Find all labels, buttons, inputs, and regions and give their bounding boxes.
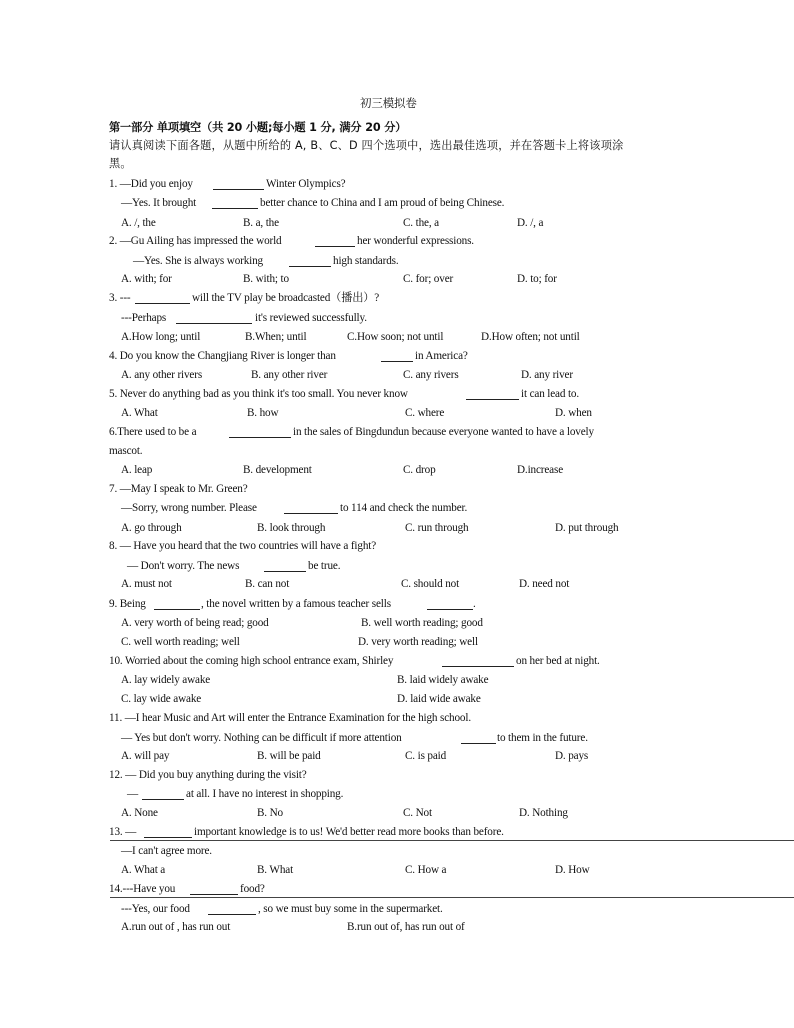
question-6-stem-b: in the sales of Bingdundun because everyone wanted to have a lovely <box>293 426 594 438</box>
option-c: C. well worth reading; well <box>121 636 240 648</box>
divider-line <box>110 840 794 841</box>
exam-title: 初三模拟卷 <box>360 96 417 110</box>
option-a: A. /, the <box>121 217 156 229</box>
question-14-reply-b: , so we must buy some in the supermarket. <box>258 903 443 915</box>
option-b: B. will be paid <box>257 750 321 762</box>
option-b: B. What <box>257 864 294 876</box>
question-1-stem-a: 1. —Did you enjoy <box>109 178 193 190</box>
option-c: C. run through <box>405 522 469 534</box>
option-c: C. the, a <box>403 217 439 229</box>
option-b: B. can not <box>245 578 290 590</box>
option-d: D. to; for <box>517 273 557 285</box>
option-c: C. where <box>405 407 445 419</box>
option-d: D. need not <box>519 578 570 590</box>
instructions-line-2: 黑。 <box>109 157 132 170</box>
answer-blank <box>229 437 291 438</box>
question-5-stem-a: 5. Never do anything bad as you think it's too small. You never know <box>109 388 408 400</box>
option-c: C. for; over <box>403 273 454 285</box>
answer-blank <box>284 513 338 514</box>
question-1-stem-b: Winter Olympics? <box>266 178 346 190</box>
question-3-stem-a: 3. --- <box>109 292 131 304</box>
question-3-reply-b: it's reviewed successfully. <box>255 312 367 324</box>
option-d: D.increase <box>517 464 564 476</box>
question-2-reply-a: —Yes. She is always working <box>133 255 263 267</box>
option-b: B.run out of, has run out of <box>347 921 465 933</box>
question-3-stem-b: will the TV play be broadcasted（播出）? <box>192 292 380 304</box>
answer-blank <box>190 894 238 895</box>
question-1-reply-a: —Yes. It brought <box>121 197 197 209</box>
option-b: B. laid widely awake <box>397 674 489 686</box>
question-13-stem-a: 13. — <box>109 826 137 838</box>
option-a: A. lay widely awake <box>121 674 211 686</box>
question-14-stem-a: 14.---Have you <box>109 883 176 895</box>
option-a: A. What a <box>121 864 166 876</box>
question-11-stem-a: 11. —I hear Music and Art will enter the Entrance Examination for the high school. <box>109 712 471 724</box>
option-a: A. must not <box>121 578 172 590</box>
answer-blank <box>427 609 473 610</box>
answer-blank <box>135 303 190 304</box>
option-b: B. how <box>247 407 279 419</box>
question-7-reply-b: to 114 and check the number. <box>340 502 468 514</box>
answer-blank <box>142 799 184 800</box>
option-c: C.How soon; not until <box>347 331 444 343</box>
option-b: B. a, the <box>243 217 279 229</box>
option-c: C. lay wide awake <box>121 693 202 705</box>
option-c: C. drop <box>403 464 436 476</box>
answer-blank <box>442 666 514 667</box>
option-d: D.How often; not until <box>481 331 580 343</box>
answer-blank <box>466 399 519 400</box>
answer-blank <box>315 246 355 247</box>
option-b: B. look through <box>257 522 326 534</box>
divider-line <box>110 897 794 898</box>
option-b: B. with; to <box>243 273 289 285</box>
question-5-stem-b: it can lead to. <box>521 388 580 400</box>
question-3-reply-a: ---Perhaps <box>121 312 167 324</box>
option-c: C. How a <box>405 864 447 876</box>
answer-blank <box>289 266 331 267</box>
answer-blank <box>144 837 192 838</box>
section-header: 第一部分 单项填空（共 20 小题;每小题 1 分, 满分 20 分） <box>109 121 407 134</box>
option-b: B. development <box>243 464 312 476</box>
question-4-stem-a: 4. Do you know the Changjiang River is longer than <box>109 350 336 362</box>
question-2-stem-a: 2. —Gu Ailing has impressed the world <box>109 235 282 247</box>
question-9-stem-c: . <box>473 598 476 610</box>
option-b: B. well worth reading; good <box>361 617 483 629</box>
option-a: A. any other rivers <box>121 369 203 381</box>
answer-blank <box>212 208 258 209</box>
option-a: A. leap <box>121 464 153 476</box>
option-d: D. pays <box>555 750 589 762</box>
question-14-reply-a: ---Yes, our food <box>121 903 190 915</box>
question-11-reply-b: to them in the future. <box>497 732 588 744</box>
option-a: A. go through <box>121 522 182 534</box>
option-c: C. is paid <box>405 750 447 762</box>
answer-blank <box>381 361 413 362</box>
answer-blank <box>176 323 252 324</box>
option-c: C. any rivers <box>403 369 459 381</box>
option-a: A. will pay <box>121 750 170 762</box>
question-6-stem-c: mascot. <box>109 445 143 457</box>
option-d: D. Nothing <box>519 807 568 819</box>
question-14-stem-b: food? <box>240 883 265 895</box>
question-2-stem-b: her wonderful expressions. <box>357 235 474 247</box>
question-12-reply-a: — <box>127 788 139 800</box>
answer-blank <box>154 609 200 610</box>
option-d: D. /, a <box>517 217 544 229</box>
option-a: A.How long; until <box>121 331 201 343</box>
answer-blank <box>213 189 264 190</box>
question-11-reply-a: — Yes but don't worry. Nothing can be difficult if more attention <box>121 732 402 744</box>
question-9-stem-a: 9. Being <box>109 598 146 610</box>
question-10-stem-a: 10. Worried about the coming high school entrance exam, Shirley <box>109 655 394 667</box>
question-13-stem-b: important knowledge is to us! We'd better read more books than before. <box>194 826 504 838</box>
question-7-stem-a: 7. —May I speak to Mr. Green? <box>109 483 248 495</box>
instructions-line-1: 请认真阅读下面各题，从题中所给的 A, B、C、D 四个选项中，选出最佳选项，并在答题卡上将该项涂 <box>109 139 624 152</box>
question-8-reply-b: be true. <box>308 560 341 572</box>
option-a: A. What <box>121 407 158 419</box>
question-4-stem-b: in America? <box>415 350 468 362</box>
option-b: B. No <box>257 807 283 819</box>
option-c: C. Not <box>403 807 432 819</box>
question-8-reply-a: — Don't worry. The news <box>127 560 240 572</box>
question-1-reply-b: better chance to China and I am proud of being Chinese. <box>260 197 505 209</box>
question-12-stem-a: 12. — Did you buy anything during the visit? <box>109 769 307 781</box>
option-d: D. very worth reading; well <box>358 636 478 648</box>
answer-blank <box>461 743 496 744</box>
option-b: B.When; until <box>245 331 307 343</box>
question-7-reply-a: —Sorry, wrong number. Please <box>121 502 257 514</box>
option-c: C. should not <box>401 578 460 590</box>
question-6-stem-a: 6.There used to be a <box>109 426 197 438</box>
option-a: A. None <box>121 807 158 819</box>
question-12-reply-b: at all. I have no interest in shopping. <box>186 788 344 800</box>
question-2-reply-b: high standards. <box>333 255 399 267</box>
option-d: D. laid wide awake <box>397 693 481 705</box>
answer-blank <box>264 571 306 572</box>
option-b: B. any other river <box>251 369 328 381</box>
answer-blank <box>208 914 256 915</box>
question-9-stem-b: , the novel written by a famous teacher sells <box>201 598 391 610</box>
question-10-stem-b: on her bed at night. <box>516 655 600 667</box>
option-d: D. How <box>555 864 590 876</box>
option-a: A. with; for <box>121 273 172 285</box>
option-a: A.run out of , has run out <box>121 921 231 933</box>
option-d: D. any river <box>521 369 573 381</box>
option-a: A. very worth of being read; good <box>121 617 269 629</box>
option-d: D. when <box>555 407 592 419</box>
question-8-stem-a: 8. — Have you heard that the two countries will have a fight? <box>109 540 377 552</box>
option-d: D. put through <box>555 522 619 534</box>
question-13-reply-a: —I can't agree more. <box>121 845 212 857</box>
